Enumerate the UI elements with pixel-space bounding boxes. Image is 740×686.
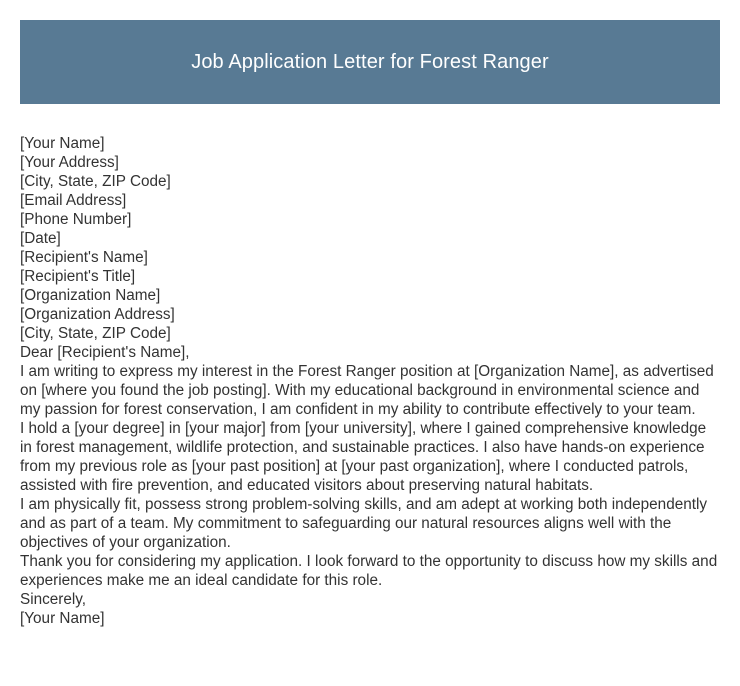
sender-phone: [Phone Number] xyxy=(20,211,132,228)
recipient-city-state-zip: [City, State, ZIP Code] xyxy=(20,325,171,342)
sender-name: [Your Name] xyxy=(20,135,105,152)
paragraph-closing: Thank you for considering my application. I look forward to the opportunity to discuss how my skills and experiences make me an ideal candidate for this role. xyxy=(20,553,718,589)
sender-email: [Email Address] xyxy=(20,192,127,209)
sender-city-state-zip: [City, State, ZIP Code] xyxy=(20,173,171,190)
sign-off: Sincerely, xyxy=(20,591,87,608)
paragraph-intro: I am writing to express my interest in the Forest Ranger position at [Organization Name], as advertised on [where you found the job posting]. With my educational background in environmental science and my passion for forest conservation, I am confident in my ability to contribute effectively to your team. xyxy=(20,363,714,418)
letter-body xyxy=(20,134,720,628)
organization-name: [Organization Name] xyxy=(20,287,161,304)
organization-address: [Organization Address] xyxy=(20,306,175,323)
sender-address: [Your Address] xyxy=(20,154,119,171)
page-header xyxy=(20,20,720,104)
letter-date: [Date] xyxy=(20,230,61,247)
salutation: Dear [Recipient's Name], xyxy=(20,344,190,361)
paragraph-skills: I am physically fit, possess strong problem-solving skills, and am adept at working both independently and as part of a team. My commitment to safeguarding our natural resources aligns well with the objectives of your organization. xyxy=(20,496,708,551)
recipient-title: [Recipient's Title] xyxy=(20,268,136,285)
paragraph-qualifications: I hold a [your degree] in [your major] from [your university], where I gained comprehensive knowledge in forest management, wildlife protection, and sustainable practices. I also have hands-on experience from my previous role as [your past position] at [your past organization], where I conducted patrols, assisted with fire prevention, and educated visitors about preserving natural habitats. xyxy=(20,420,707,494)
signature-name: [Your Name] xyxy=(20,610,105,627)
page-title: Job Application Letter for Forest Ranger xyxy=(191,50,549,73)
recipient-name: [Recipient's Name] xyxy=(20,249,148,266)
